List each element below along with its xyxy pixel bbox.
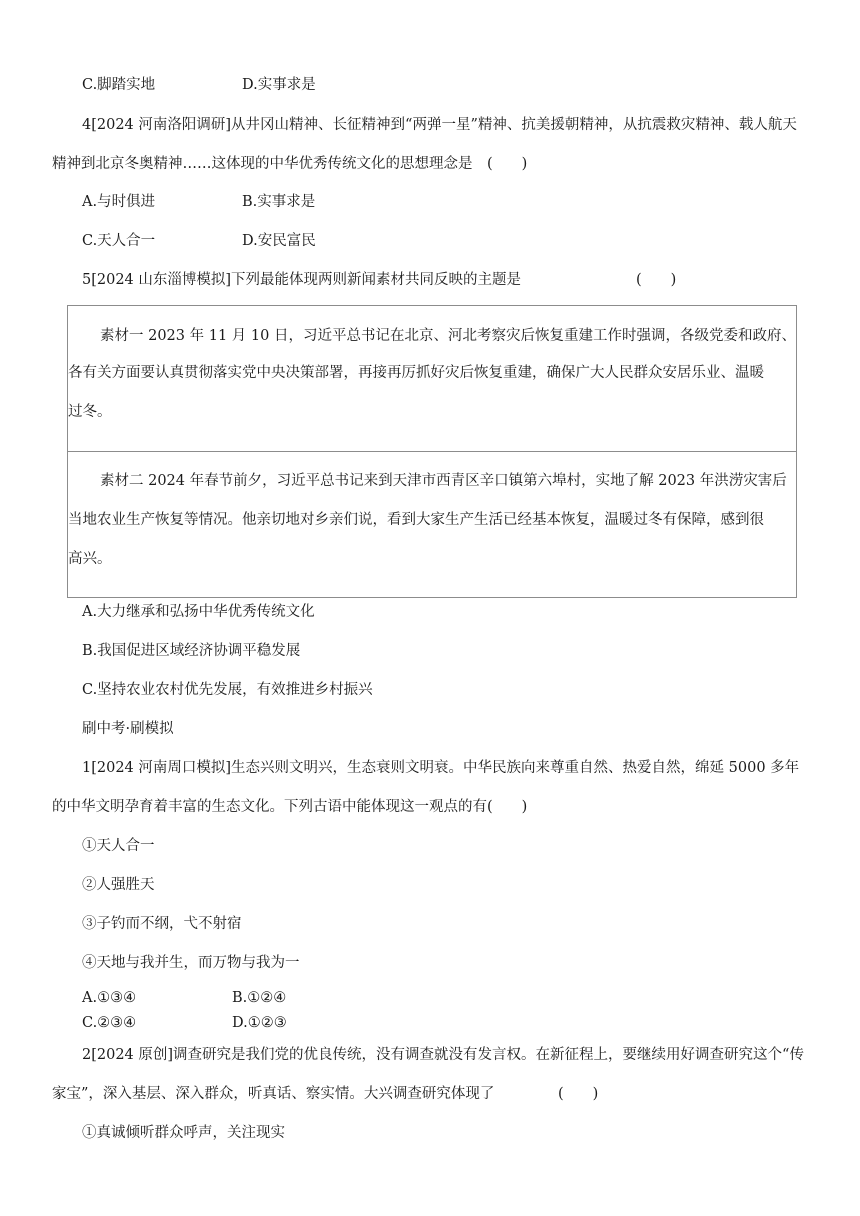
- material1-line2: 各有关方面要认真贯彻落实党中央决策部署，再接再厉抓好灾后恢复重建，确保广大人民群众安居乐业、温暖: [68, 365, 764, 381]
- material1-line3: 过冬。: [68, 404, 112, 420]
- material2-line2: 当地农业生产恢复等情况。他亲切地对乡亲们说，看到大家生产生活已经基本恢复，温暖过冬有保障，感到很: [68, 512, 764, 528]
- q5-option-b: B.我国促进区域经济协调平稳发展: [82, 643, 301, 659]
- q4-option-c: C.天人合一: [82, 233, 156, 249]
- m2-stem-line1: 2[2024 原创]调查研究是我们党的优良传统，没有调查就没有发言权。在新征程上，要继续用好调查研究这个“传: [82, 1047, 804, 1063]
- section-title: 刷中考·刷模拟: [82, 721, 174, 737]
- m1-item-2: ②人强胜天: [82, 877, 155, 893]
- q3-option-c: C.脚踏实地: [82, 77, 156, 93]
- materials-divider: [68, 451, 796, 452]
- material2-line1: 素材二 2024 年春节前夕，习近平总书记来到天津市西青区辛口镇第六埠村，实地了解 2023 年洪涝灾害后: [100, 473, 787, 489]
- m1-item-1: ①天人合一: [82, 838, 155, 854]
- m1-option-d: D.①②③: [232, 1015, 287, 1031]
- q3-option-d: D.实事求是: [242, 77, 316, 93]
- m1-stem-line1: 1[2024 河南周口模拟]生态兴则文明兴，生态衰则文明衰。中华民族向来尊重自然、热爱自然，绵延 5000 多年: [82, 760, 800, 776]
- m1-item-3: ③子钓而不纲，弋不射宿: [82, 916, 242, 932]
- m1-option-c: C.②③④: [82, 1015, 137, 1031]
- m2-stem-line2: 家宝”，深入基层、深入群众，听真话、察实情。大兴调查研究体现了: [52, 1086, 495, 1102]
- m2-answer-paren: ( ): [558, 1086, 599, 1102]
- m1-option-b: B.①②④: [232, 990, 287, 1006]
- material1-line1: 素材一 2023 年 11 月 10 日，习近平总书记在北京、河北考察灾后恢复重建工作时强调，各级党委和政府、: [100, 328, 796, 344]
- q5-answer-paren: ( ): [636, 272, 677, 288]
- material2-line3: 高兴。: [68, 551, 112, 567]
- m1-item-4: ④天地与我并生，而万物与我为一: [82, 955, 300, 971]
- q4-option-b: B.实事求是: [242, 194, 316, 210]
- m2-item-1: ①真诚倾听群众呼声，关注现实: [82, 1125, 285, 1141]
- q4-option-a: A.与时俱进: [82, 194, 156, 210]
- q4-stem-line2: 精神到北京冬奥精神……这体现的中华优秀传统文化的思想理念是 ( ): [52, 156, 528, 172]
- q5-stem: 5[2024 山东淄博模拟]下列最能体现两则新闻素材共同反映的主题是: [82, 272, 522, 288]
- news-materials-box: [67, 305, 797, 598]
- q4-stem-line1: 4[2024 河南洛阳调研]从井冈山精神、长征精神到“两弹一星”精神、抗美援朝精神，从抗震救灾精神、载人航天: [82, 117, 797, 133]
- q5-option-a: A.大力继承和弘扬中华优秀传统文化: [82, 604, 315, 620]
- m1-option-a: A.①③④: [82, 990, 137, 1006]
- m1-stem-line2: 的中华文明孕育着丰富的生态文化。下列古语中能体现这一观点的有( ): [52, 799, 528, 815]
- q5-option-c: C.坚持农业农村优先发展，有效推进乡村振兴: [82, 682, 373, 698]
- q4-option-d: D.安民富民: [242, 233, 316, 249]
